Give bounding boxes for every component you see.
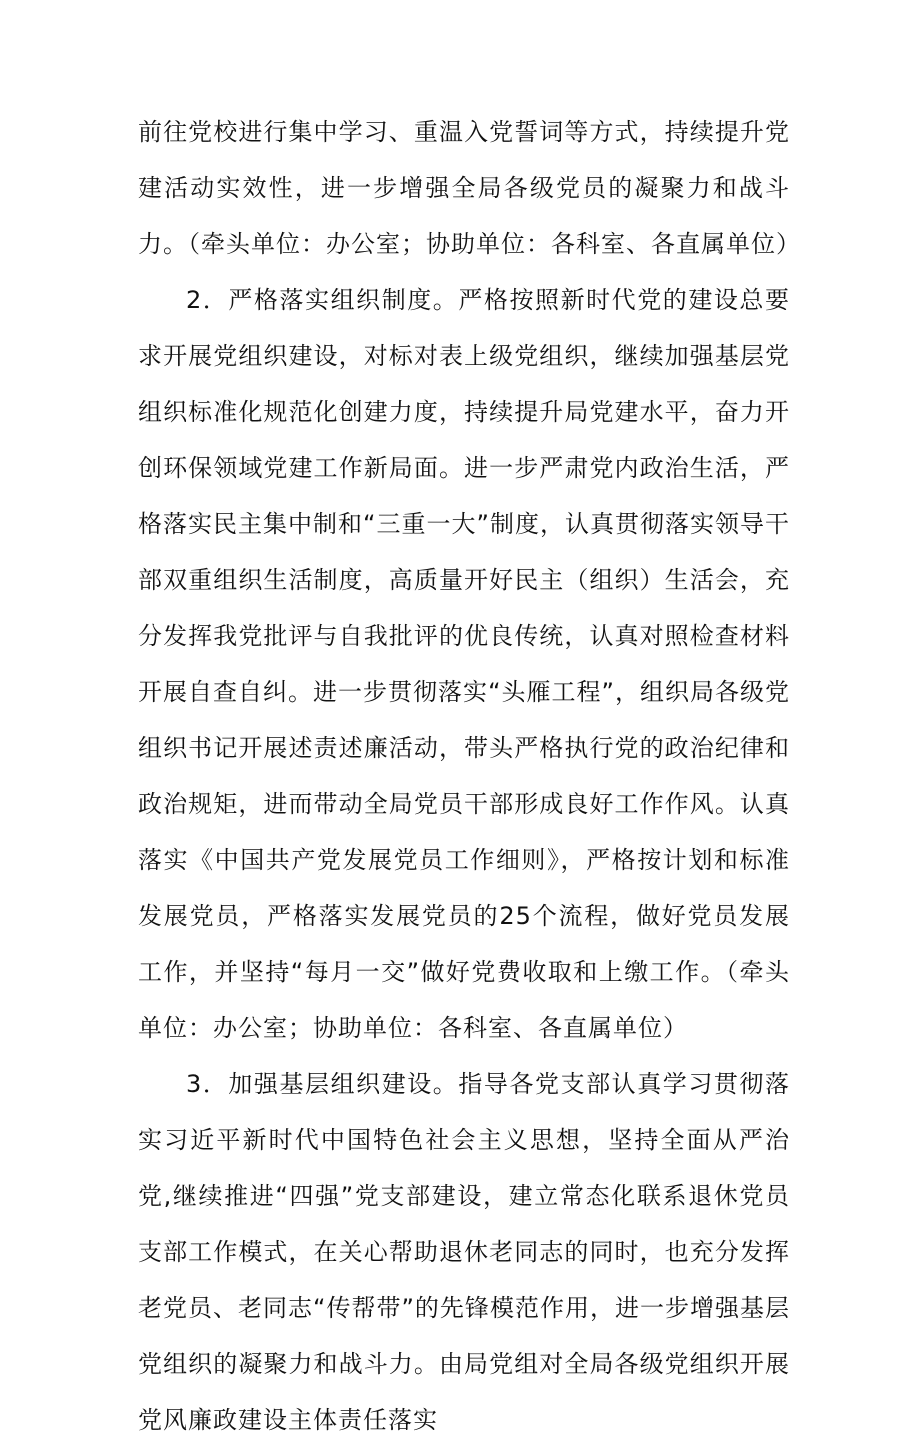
document-body xyxy=(138,104,801,1448)
paragraph-continuation: 前往党校进行集中学习、重温入党誓词等方式，持续提升党建活动实效性，进一步增强全局各级党员的凝聚力和战斗力。（牵头单位：办公室；协助单位：各科室、各直属单位） xyxy=(138,118,801,258)
paragraph-item-2-organization-system: 2．严格落实组织制度。严格按照新时代党的建设总要求开展党组织建设，对标对表上级党组织，继续加强基层党组织标准化规范化创建力度，持续提升局党建水平，奋力开创环保领域党建工作新局面。进一步严肃党内政治生活，严格落实民主集中制和“三重一大”制度，认真贯彻落实领导干部双重组织生活制度，高质量开好民主（组织）生活会，充分发挥我党批评与自我批评的优良传统，认真对照检查材料开展自查自纠。进一步贯彻落实“头雁工程”，组织局各级党组织书记开展述责述廉活动，带头严格执行党的政治纪律和政治规矩，进而带动全局党员干部形成良好工作作风。认真落实《中国共产党发展党员工作细则》，严格按计划和标准发展党员，严格落实发展党员的25个流程，做好党员发展工作，并坚持“每月一交”做好党费收取和上缴工作。（牵头单位：办公室；协助单位：各科室、各直属单位） xyxy=(138,286,790,1042)
paragraph-item-3-grassroots-organization: 3．加强基层组织建设。指导各党支部认真学习贯彻落实习近平新时代中国特色社会主义思想，坚持全面从严治党,继续推进“四强”党支部建设，建立常态化联系退休党员支部工作模式，在关心帮助退休老同志的同时，也充分发挥老党员、老同志“传帮带”的先锋模范作用，进一步增强基层党组织的凝聚力和战斗力。由局党组对全局各级党组织开展党风廉政建设主体责任落实 xyxy=(138,1070,790,1434)
